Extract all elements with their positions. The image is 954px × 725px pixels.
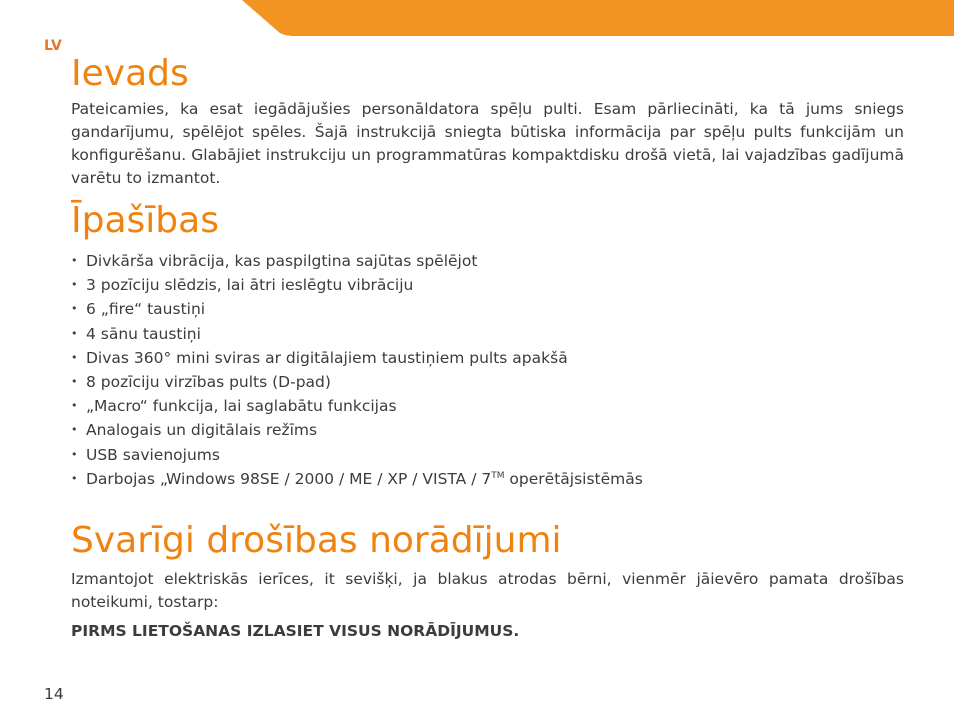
trademark-sup: TM xyxy=(491,470,505,481)
features-list xyxy=(71,249,904,491)
list-item: • „Macro“ funkcija, lai saglabātu funkcijas xyxy=(71,394,904,418)
features-heading: Īpašības xyxy=(71,200,219,241)
list-item: • Analogais un digitālais režīms xyxy=(71,418,904,442)
list-item: • Divas 360° mini sviras ar digitālajiem taustiņiem pults apakšā xyxy=(71,346,904,370)
page-number: 14 xyxy=(44,685,64,703)
intro-heading: Ievads xyxy=(71,53,189,94)
safety-paragraph: Izmantojot elektriskās ierīces, it sevišķi, ja blakus atrodas bērni, vienmēr jāievēro pamata drošības noteikumi, tostarp: xyxy=(71,570,904,612)
os-support-prefix: Darbojas „Windows 98SE / 2000 / ME / XP / VISTA / 7 xyxy=(86,469,492,488)
safety-heading: Svarīgi drošības norādījumi xyxy=(71,520,562,562)
list-item: • Divkārša vibrācija, kas paspilgtina sajūtas spēlējot xyxy=(71,249,904,273)
list-item-os-support xyxy=(71,467,904,491)
list-item: • 6 „fire“ taustiņi xyxy=(71,297,904,321)
header-accent-tab xyxy=(242,0,954,36)
list-item: • 4 sānu taustiņi xyxy=(71,322,904,346)
list-item: • 3 pozīciju slēdzis, lai ātri ieslēgtu vibrāciju xyxy=(71,273,904,297)
list-item: • USB savienojums xyxy=(71,443,904,467)
language-label: LV xyxy=(44,38,62,54)
os-support-suffix: operētājsistēmās xyxy=(504,469,643,488)
page-content xyxy=(71,50,904,643)
safety-bold-note: PIRMS LIETOŠANAS IZLASIET VISUS NORĀDĪJUMUS. xyxy=(71,622,520,641)
list-item: • 8 pozīciju virzības pults (D-pad) xyxy=(71,370,904,394)
intro-paragraph: Pateicamies, ka esat iegādājušies personāldatora spēļu pulti. Esam pārliecināti, ka tā jums sniegs gandarījumu, spēlējot spēles. Šajā instrukcijā sniegta būtiska informācija par spēļu pults funkcijām un konfigurēšanu. Glabājiet instrukciju un programmatūras kompaktdisku drošā vietā, lai vajadzības gadījumā varētu to izmantot. xyxy=(71,100,904,187)
